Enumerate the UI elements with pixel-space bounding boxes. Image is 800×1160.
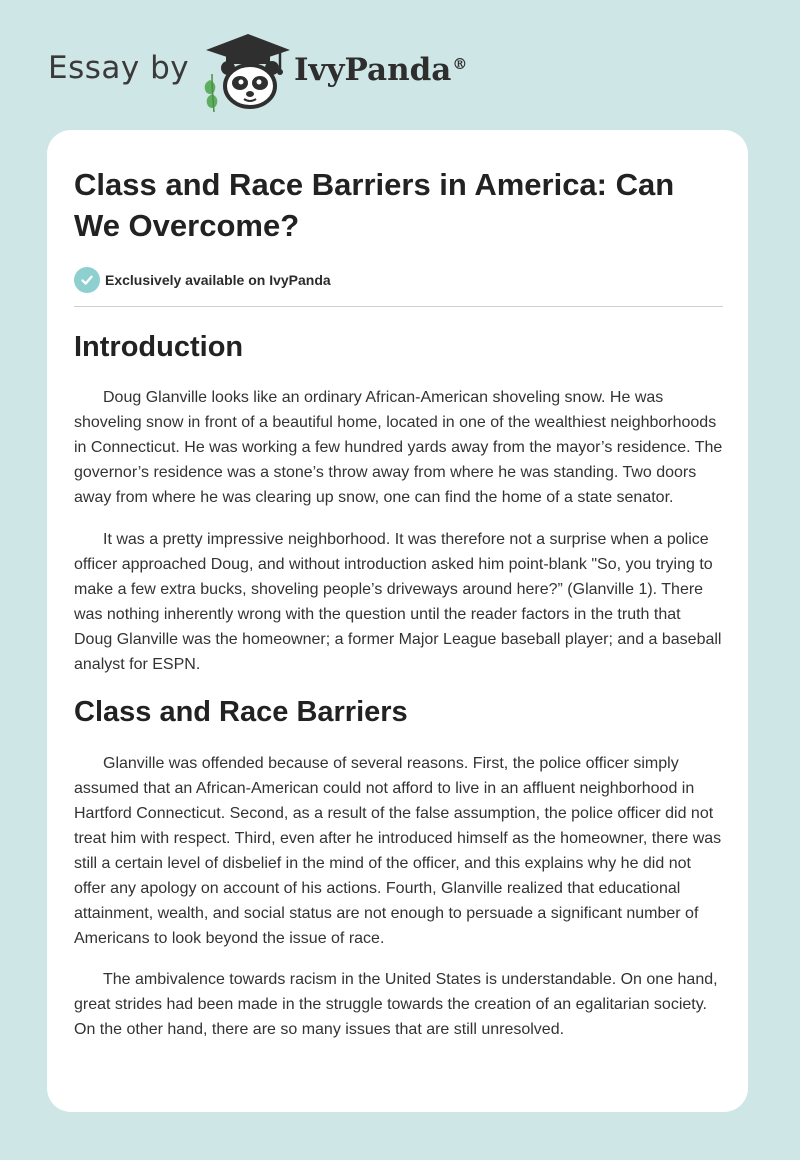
essay-card bbox=[47, 130, 748, 1112]
registered-mark: ® bbox=[452, 54, 468, 73]
essay-title: Class and Race Barriers in America: Can We Overcome? bbox=[74, 167, 675, 243]
site-header bbox=[48, 30, 548, 112]
panda-graduate-logo-icon[interactable] bbox=[200, 30, 296, 112]
ivypanda-wordmark[interactable] bbox=[294, 52, 467, 88]
paragraph: Glanville was offended because of several reasons. First, the police officer simply assumed that an African-American could not afford to live in an affluent neighborhood in Hartford Connecticut. Second, as a result of the false assumption, the police officer did not treat him with respect. Third, even after he introduced himself as the homeowner, there was still a certain level of disbelief in the mind of the officer, and this explains why he did not offer any apology on account of his actions. Fourth, Glanville realized that educational attainment, wealth, and social status are not enough to persuade a significant number of Americans to look beyond the issue of race. bbox=[74, 755, 722, 947]
paragraph: It was a pretty impressive neighborhood. It was therefore not a surprise when a police officer approached Doug, and without introduction asked him point-blank "So, you trying to make a few extra bucks, shoveling people’s driveways around here?” (Glanville 1). There was nothing inherently wrong with the question until the reader factors in the truth that Doug Glanville was the homeowner; a former Major League baseball player; and a baseball analyst for ESPN. bbox=[74, 531, 722, 673]
paragraph: The ambivalence towards racism in the United States is understandable. On one hand, great strides had been made in the struggle towards the creation of an egalitarian society. On the other hand, there are so many issues that are still unresolved. bbox=[74, 971, 718, 1038]
check-circle-icon bbox=[74, 267, 100, 293]
exclusive-badge-text: Exclusively available on IvyPanda bbox=[105, 272, 331, 288]
section-heading-introduction: Introduction bbox=[74, 331, 244, 363]
paragraph: Doug Glanville looks like an ordinary African-American shoveling snow. He was shoveling snow in front of a beautiful home, located in one of the wealthiest neighborhoods in Connecticut. He was working a few hundred yards away from the mayor’s residence. The governor’s residence was a stone’s throw away from where he was standing. Two doors away from where he was clearing up snow, one can find the home of a state senator. bbox=[74, 389, 723, 506]
title-divider bbox=[74, 306, 723, 307]
exclusive-badge bbox=[74, 266, 723, 294]
essay-content bbox=[74, 130, 723, 1042]
essay-by-label: Essay by bbox=[48, 50, 190, 86]
brand-name-text: IvyPanda bbox=[294, 52, 452, 88]
section-heading-class-and-race-barriers: Class and Race Barriers bbox=[74, 696, 408, 728]
